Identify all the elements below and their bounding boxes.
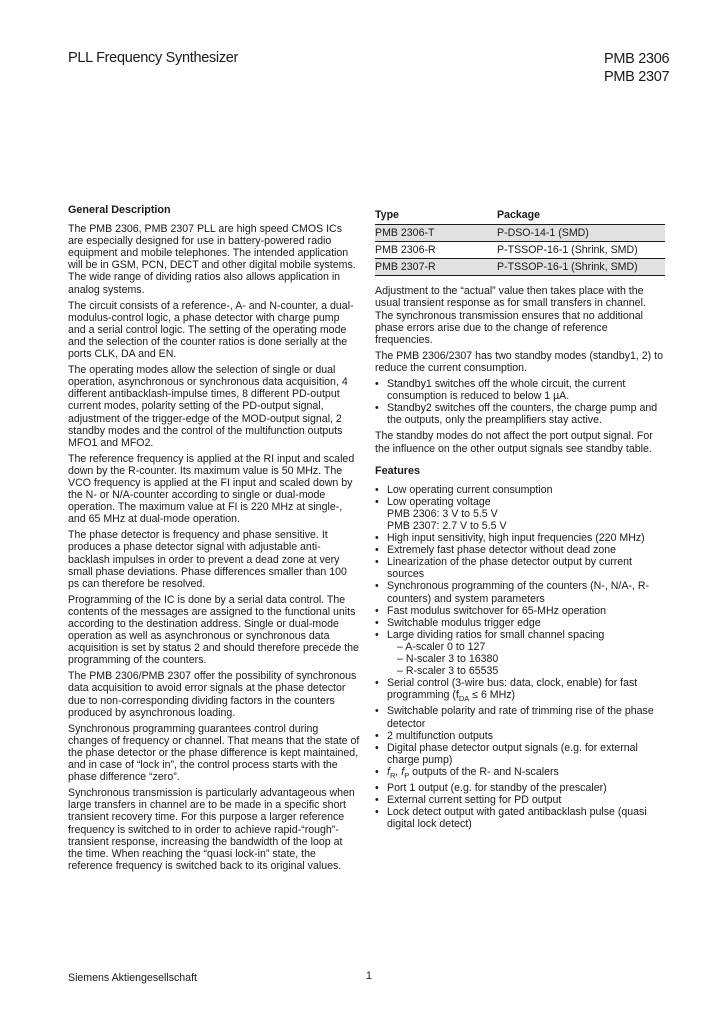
- table-cell: P-TSSOP-16-1 (Shrink, SMD): [497, 242, 665, 259]
- table-header-row: [375, 208, 665, 225]
- bullet-icon: •: [375, 604, 379, 617]
- table-row: [375, 259, 665, 276]
- bullet-icon: •: [375, 495, 379, 508]
- bullet-icon: •: [375, 378, 379, 391]
- general-description-heading: General Description: [68, 204, 171, 216]
- bullet-icon: •: [375, 556, 379, 569]
- bullet-icon: •: [375, 765, 379, 778]
- table-cell: P-TSSOP-16-1 (Shrink, SMD): [497, 259, 665, 276]
- list-item: • Linearization of the phase detector output by current sources: [375, 556, 632, 581]
- part-number: PMB 2306: [604, 51, 670, 67]
- document-title: PLL Frequency Synthesizer: [68, 50, 239, 66]
- bullet-icon: •: [375, 729, 379, 742]
- general-description-section: [68, 204, 360, 876]
- footer-company: Siemens Aktiengesellschaft: [68, 972, 197, 984]
- bullet-icon: •: [375, 532, 379, 545]
- paragraph: Programming of the IC is done by a serial data control. The contents of the messages are assigned to the functional units according to the destination address. Single or dual-mode operation as well as asynchronous or synchronous data acquisition is set by status 2 and should therefore precede the programming of the counters.: [68, 593, 359, 667]
- page-number: 1: [366, 970, 372, 982]
- list-item: • Large dividing ratios for small channel spacing – A-scaler 0 to 127 – N-scaler 3 to 16380 – R-scaler 3 to 65535: [375, 629, 665, 677]
- paragraph: The reference frequency is applied at the RI input and scaled down by the R-counter. Its maximum value is 50 MHz. The VCO frequency is applied at the FI input and scaled down by the N- or N/A-counter according to single or dual-mode operation. The maximum value at FI is 220 MHz at single-, and 65 MHz at dual-mode operation.: [68, 452, 355, 526]
- bullet-icon: •: [375, 741, 379, 754]
- scaler-line: – N-scaler 3 to 16380: [397, 653, 499, 665]
- table-cell: P-DSO-14-1 (SMD): [497, 225, 665, 242]
- list-item: • Low operating current consumption: [375, 483, 553, 496]
- paragraph: The operating modes allow the selection of single or dual operation, asynchronous or synchronous data acquisition, 4 different antibacklash-impulse times, 8 different PD-output current modes, polarity setting of the PD-output signal, adjustment of the trigger-edge of the MOD-output signal, 2 standby modes and the control of the multifunction outputs MFO1 and MFO2.: [68, 364, 348, 449]
- list-item: • Low operating voltage PMB 2306: 3 V to 5.5 V PMB 2307: 2.7 V to 5.5 V: [375, 496, 665, 532]
- bullet-icon: •: [375, 782, 379, 795]
- package-table: [375, 208, 665, 276]
- list-item: • Standby2 switches off the counters, the charge pump and the outputs, only the preamplifiers stay active.: [375, 402, 658, 427]
- paragraph: The standby modes do not affect the port output signal. For the influence on the other output signals see standby table.: [375, 430, 653, 455]
- list-item: • Standby1 switches off the whole circuit, the current consumption is reduced to below 1 µA.: [375, 378, 626, 403]
- column-header-package: Package: [497, 208, 665, 225]
- table-cell: PMB 2306-T: [375, 225, 497, 242]
- list-item: • External current setting for PD output: [375, 794, 562, 807]
- bullet-icon: •: [375, 806, 379, 819]
- table-cell: PMB 2306-R: [375, 242, 497, 259]
- part-numbers: [604, 50, 669, 86]
- scaler-line: – R-scaler 3 to 65535: [397, 665, 499, 678]
- list-item: • 2 multifunction outputs: [375, 729, 493, 742]
- paragraph: The phase detector is frequency and phase sensitive. It produces a phase detector signal with adjustable anti-backlash impulses in order to prevent a dead zone at very small phase deviations. Phase differences smaller than 100 ps can therefore be resolved.: [68, 529, 347, 590]
- list-item: • Serial control (3-wire bus: data, clock, enable) for fast programming ($f_{DA} \le 6$ MHz): [375, 677, 638, 704]
- table-row: [375, 225, 665, 242]
- table-row: [375, 242, 665, 259]
- bullet-icon: •: [375, 705, 379, 718]
- list-item: • Switchable polarity and rate of trimming rise of the phase detector: [375, 705, 654, 730]
- features-heading: Features: [375, 464, 421, 477]
- bullet-icon: •: [375, 544, 379, 557]
- list-item: • High input sensitivity, high input frequencies (220 MHz): [375, 532, 645, 545]
- paragraph: Synchronous transmission is particularly advantageous when large transfers in channel are to be made in a specific short transient recovery time. For this purpose a larger reference frequency is switched to in order to achieve rapid-“rough”-transient response, increasing the bandwidth of the loop at the time. When reaching the “quasi lock-in” state, the reference frequency is switched back to its original values.: [68, 787, 355, 872]
- bullet-icon: •: [375, 677, 379, 690]
- bullet-icon: •: [375, 483, 379, 496]
- paragraph: Adjustment to the “actual” value then takes place with the usual transient response as for small transfers in channel. The synchronous transmission ensures that no additional phase errors arise due to the change of reference frequencies.: [375, 285, 646, 346]
- list-item: • Lock detect output with gated antibacklash pulse (quasi digital lock detect): [375, 806, 647, 831]
- right-column: [375, 208, 665, 835]
- bullet-icon: •: [375, 616, 379, 629]
- table-cell: PMB 2307-R: [375, 259, 497, 276]
- paragraph: Synchronous programming guarantees control during changes of frequency or channel. That means that the state of the phase detector or the phase difference is kept maintained, and in case of “lock in”, the control process starts with the phase difference “zero”.: [68, 722, 360, 784]
- standby-list: [375, 378, 665, 426]
- list-item: • Digital phase detector output signals (e.g. for external charge pump): [375, 741, 638, 766]
- list-item: • $f_R$, $f_P$ outputs of the R- and N-scalers: [375, 765, 559, 781]
- paragraph: The circuit consists of a reference-, A- and N-counter, a dual-modulus-control logic, a phase detector with charge pump and a serial control logic. The setting of the operating mode and the selection of the counter ratios is done serially at the ports CLK, DA and EN.: [68, 299, 354, 361]
- features-list: [375, 484, 665, 831]
- list-item: • Switchable modulus trigger edge: [375, 616, 541, 629]
- list-item: • Synchronous programming of the counters (N-, N/A-, R-counters) and system parameters: [375, 580, 649, 605]
- bullet-icon: •: [375, 580, 379, 593]
- part-number: PMB 2307: [604, 69, 670, 85]
- scaler-line: – A-scaler 0 to 127: [397, 640, 486, 653]
- column-header-type: Type: [375, 208, 497, 225]
- paragraph: The PMB 2306/PMB 2307 offer the possibility of synchronous data acquisition to avoid error signals at the phase detector due to non-corresponding dividing factors in the counters produced by asynchronous loading.: [68, 670, 357, 719]
- paragraph: The PMB 2306/2307 has two standby modes (standby1, 2) to reduce the current consumption.: [375, 349, 663, 374]
- list-item: • Extremely fast phase detector without dead zone: [375, 544, 617, 557]
- voltage-line: PMB 2306: 3 V to 5.5 V: [387, 507, 498, 520]
- list-item: • Fast modulus switchover for 65-MHz operation: [375, 604, 607, 617]
- bullet-icon: •: [375, 628, 379, 641]
- paragraph: The PMB 2306, PMB 2307 PLL are high speed CMOS ICs are especially designed for use in battery-powered radio equipment and mobile telephones. The intended application will be in GSM, PCN, DECT and other digital mobile systems. The wide range of dividing ratios also allows application in analog systems.: [68, 223, 356, 296]
- bullet-icon: •: [375, 794, 379, 807]
- voltage-line: PMB 2307: 2.7 V to 5.5 V: [387, 519, 507, 532]
- bullet-icon: •: [375, 402, 379, 415]
- list-item: • Port 1 output (e.g. for standby of the prescaler): [375, 782, 607, 795]
